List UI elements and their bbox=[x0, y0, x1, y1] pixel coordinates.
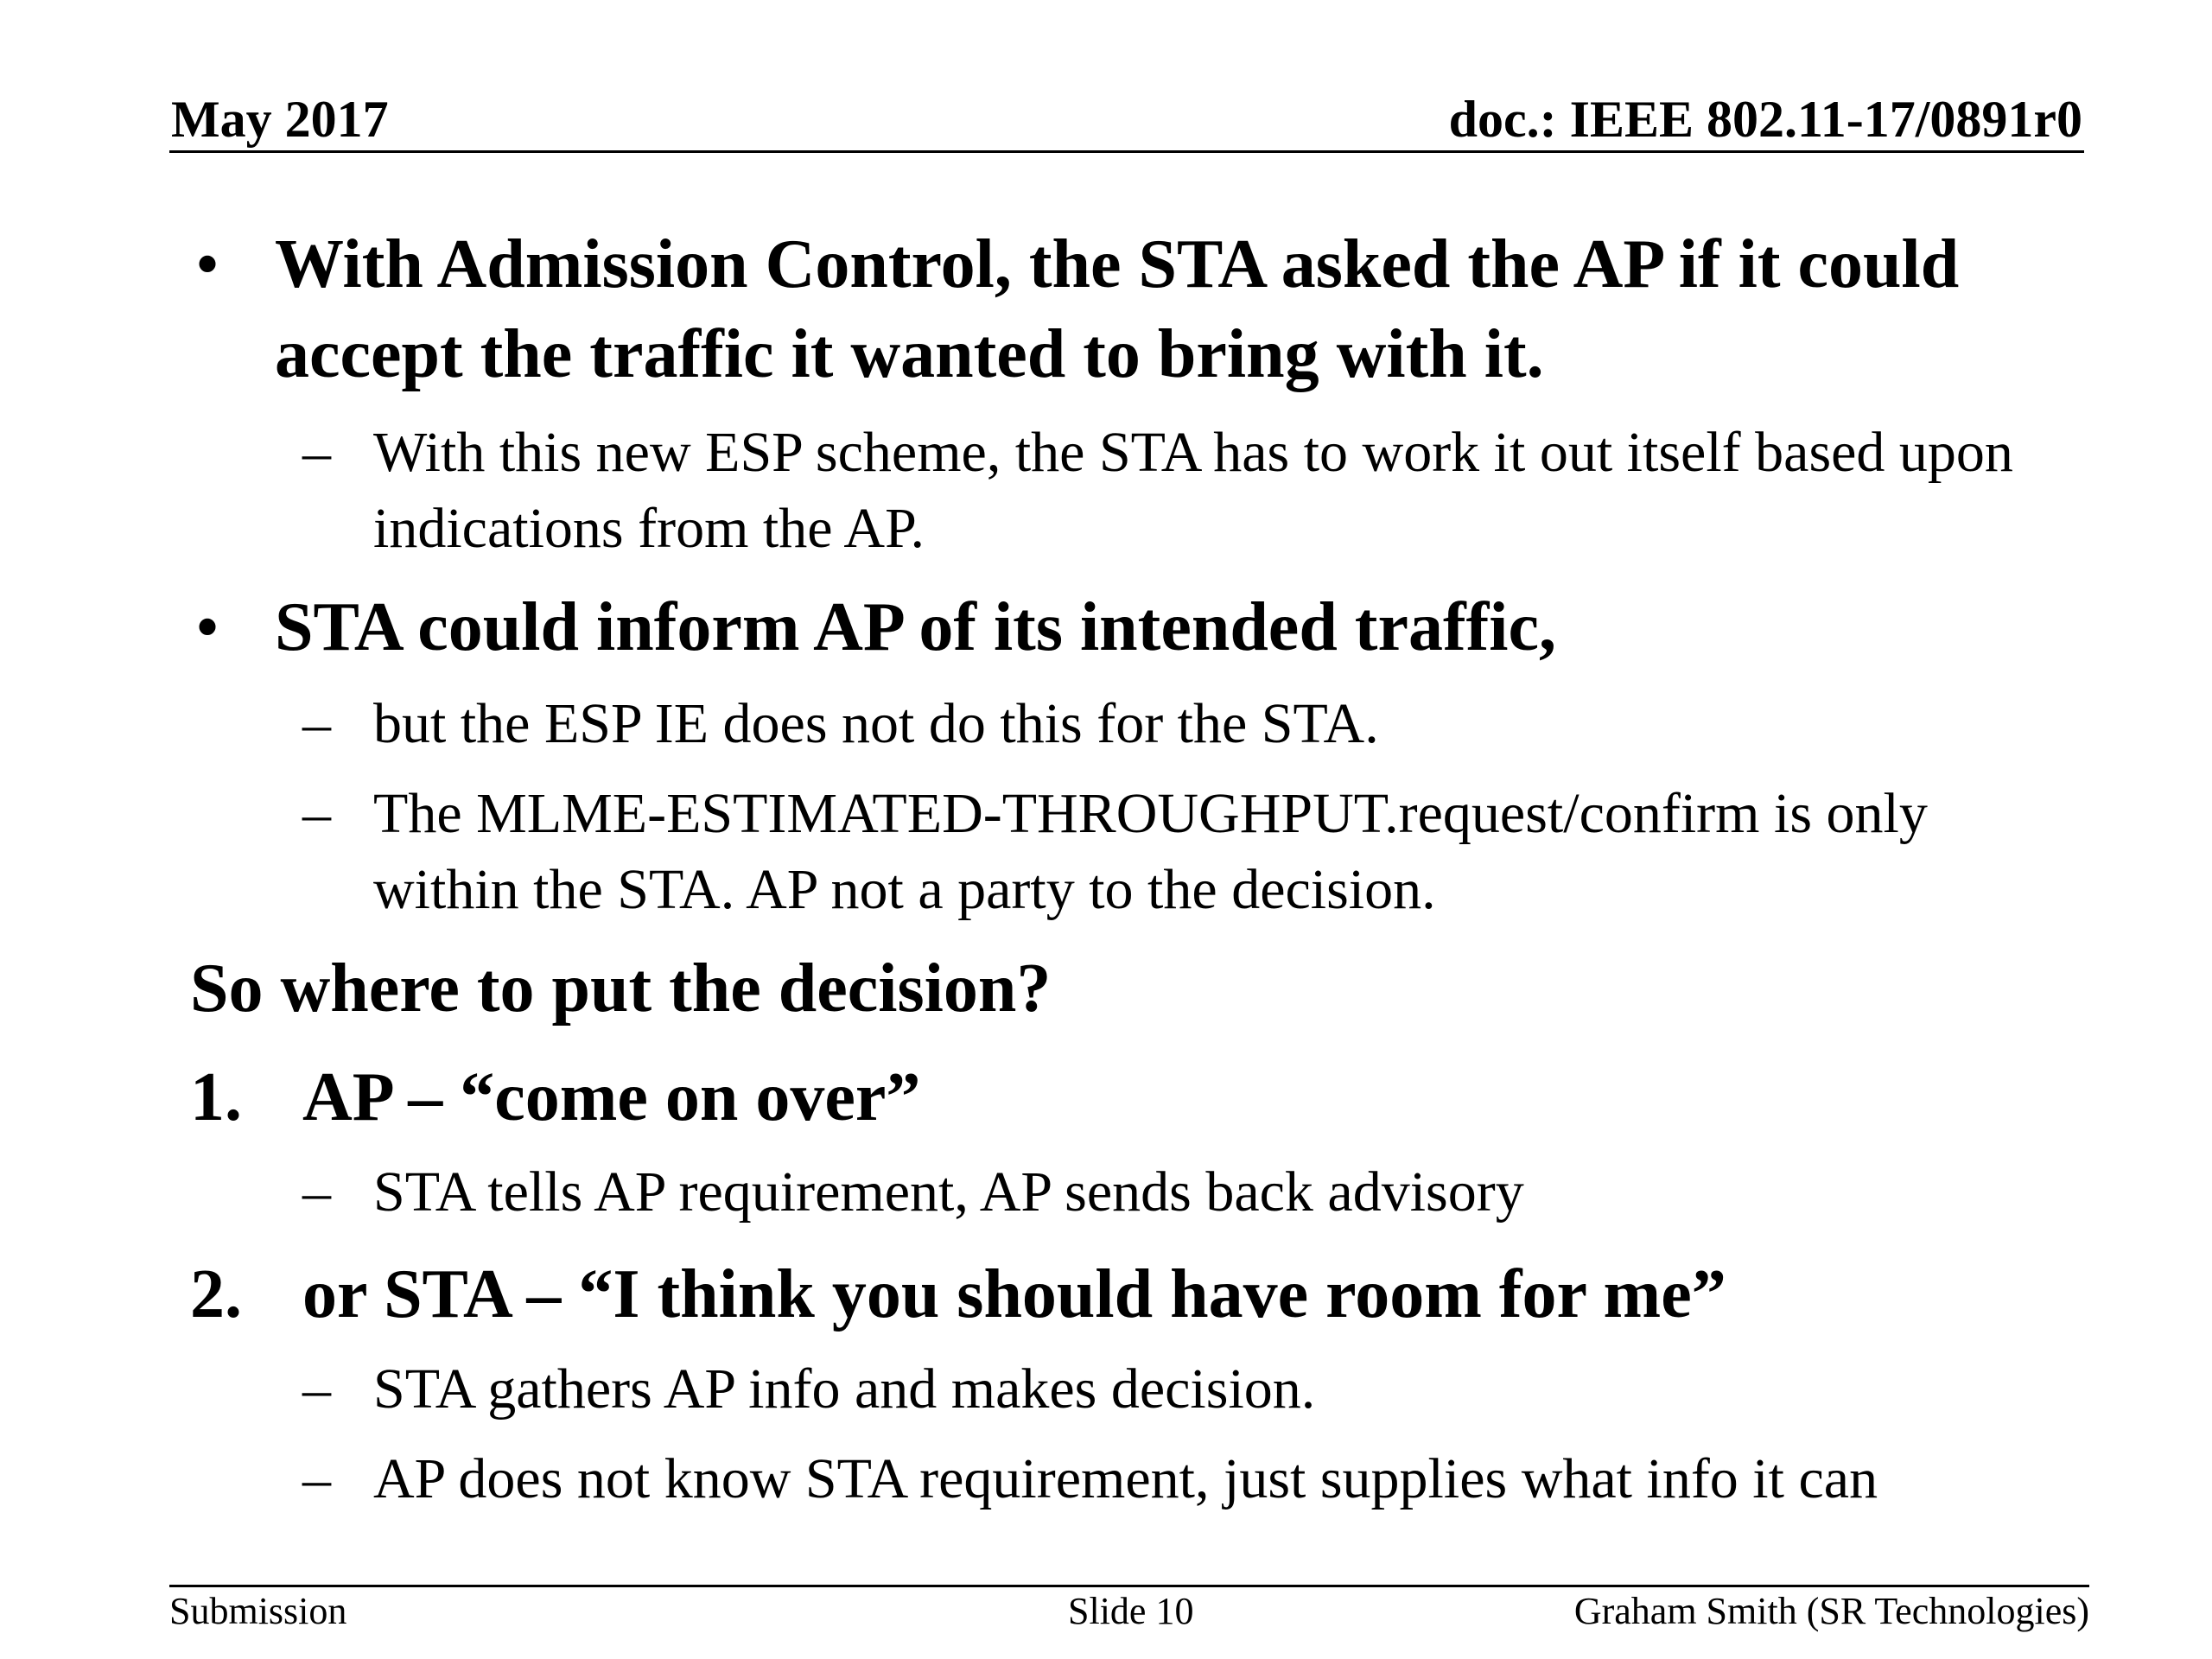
bullet-text: With Admission Control, the STA asked the AP if it could accept the traffic it wanted to bring with it. bbox=[275, 226, 1960, 392]
sub-bullet-text: STA gathers AP info and makes decision. bbox=[373, 1357, 1316, 1421]
item-number: 1. bbox=[190, 1059, 242, 1135]
dash-icon: – bbox=[302, 782, 331, 845]
item-number: 2. bbox=[190, 1256, 242, 1332]
item-text: or STA – “I think you should have room for me” bbox=[302, 1256, 1726, 1332]
dash-icon: – bbox=[302, 421, 331, 484]
sub-bullet-text: With this new ESP scheme, the STA has to work it out itself based upon indications from the AP. bbox=[373, 421, 2013, 560]
bullet-text: STA could inform AP of its intended traffic, bbox=[275, 589, 1556, 665]
dash-icon: – bbox=[302, 692, 331, 755]
footer-slide-number: Slide 10 bbox=[1068, 1590, 1194, 1632]
bullet-icon: • bbox=[195, 589, 220, 665]
sub-bullet-text: but the ESP IE does not do this for the STA. bbox=[373, 692, 1379, 755]
bullet-icon: • bbox=[195, 226, 220, 302]
slide-header bbox=[169, 83, 2084, 153]
footer-author: Graham Smith (SR Technologies) bbox=[1573, 1590, 2089, 1632]
sub-bullet-text: STA tells AP requirement, AP sends back advisory bbox=[373, 1160, 1524, 1224]
sub-bullet-text: The MLME-ESTIMATED-THROUGHPUT.request/confirm is only within the STA. AP not a party to the decision. bbox=[373, 782, 1928, 921]
header-doc-id: doc.: IEEE 802.11-17/0891r0 bbox=[1448, 91, 2082, 148]
header-date: May 2017 bbox=[171, 91, 389, 148]
item-text: AP – “come on over” bbox=[302, 1059, 921, 1135]
dash-icon: – bbox=[302, 1160, 331, 1224]
dash-icon: – bbox=[302, 1357, 331, 1421]
footer-submission: Submission bbox=[169, 1590, 347, 1632]
slide-footer bbox=[169, 1585, 2089, 1639]
sub-bullet-text: AP does not know STA requirement, just supplies what info it can bbox=[373, 1447, 1878, 1510]
dash-icon: – bbox=[302, 1447, 331, 1510]
question-heading: So where to put the decision? bbox=[190, 950, 1052, 1027]
